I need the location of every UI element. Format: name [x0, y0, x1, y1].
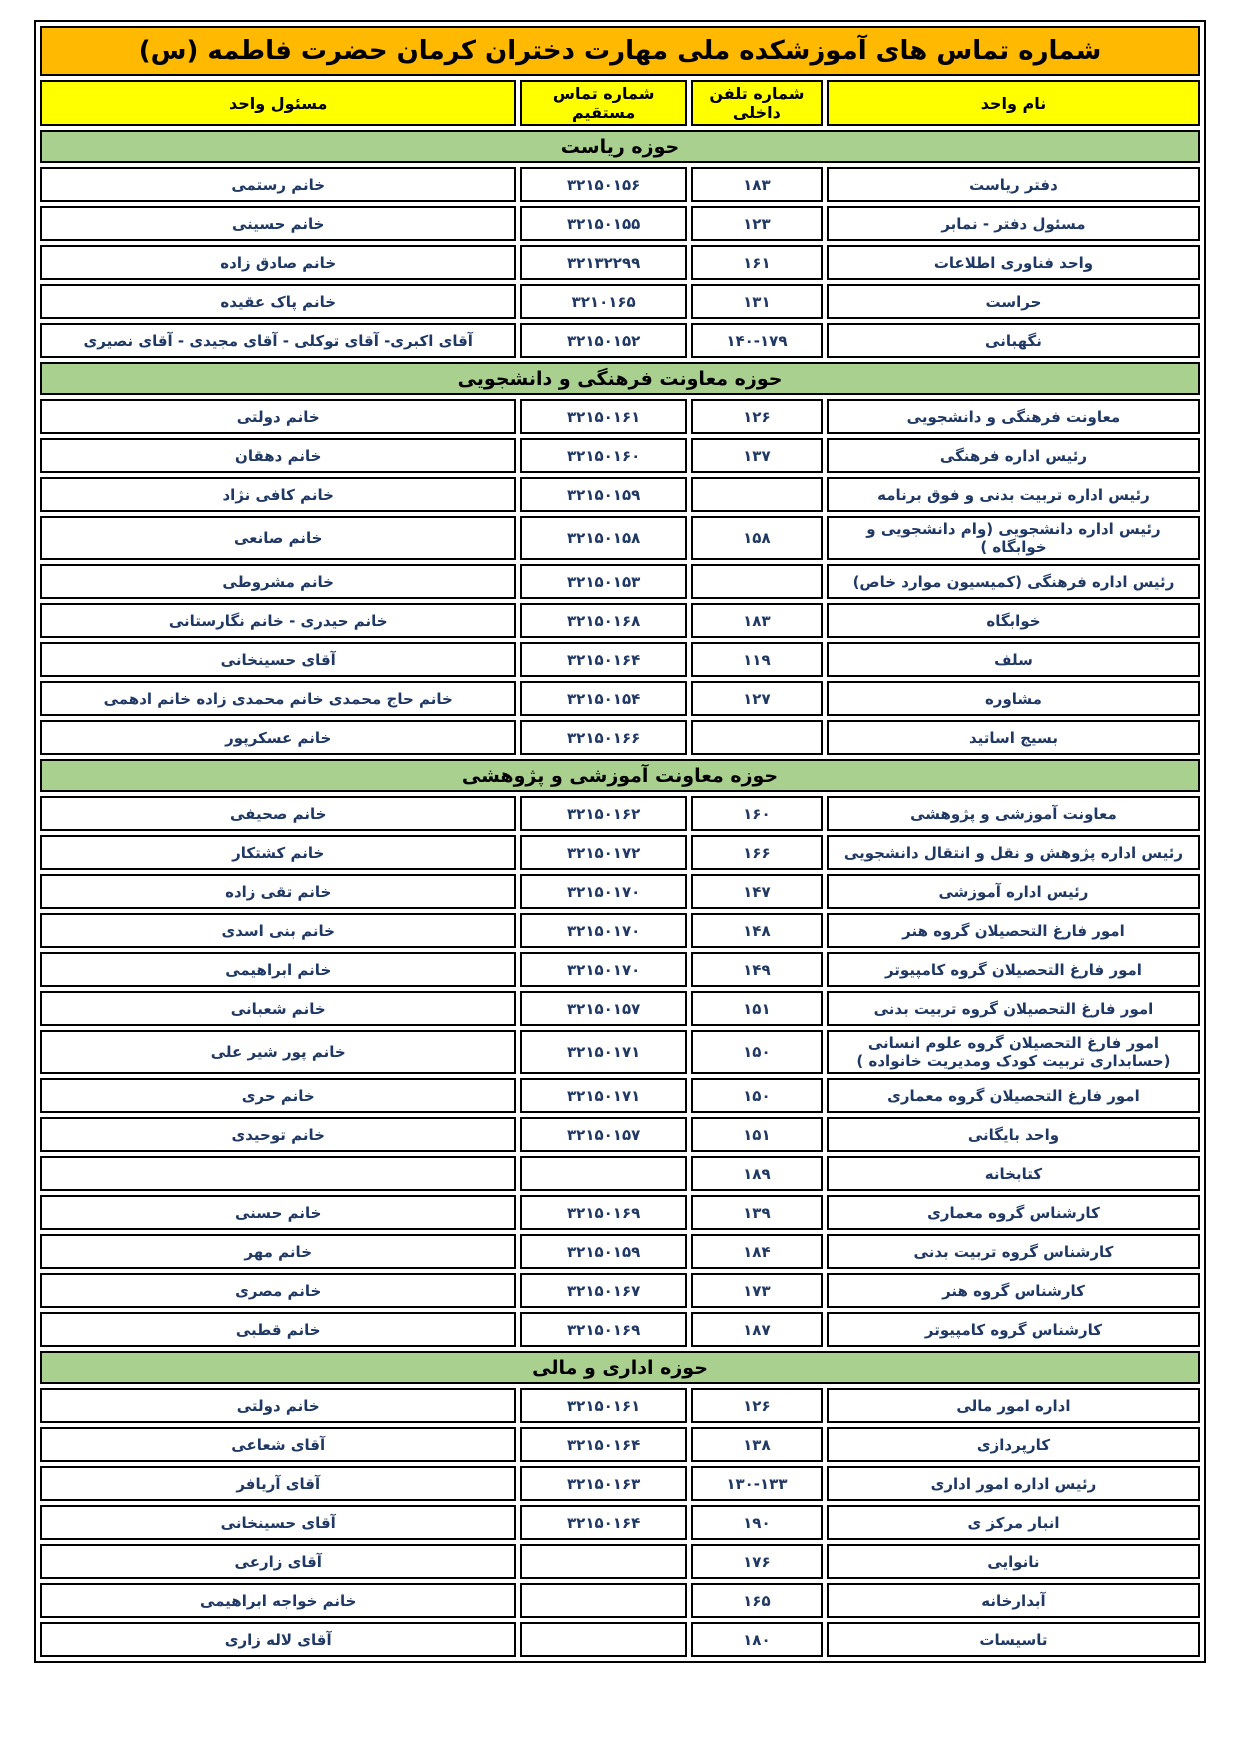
responsible-cell: خانم عسکرپور [40, 720, 516, 755]
direct-number-cell: ۳۲۱۵۰۱۶۱ [520, 1388, 686, 1423]
internal-number-cell: ۱۲۶ [691, 399, 823, 434]
unit-name-cell: امور فارغ التحصیلان گروه معماری [827, 1078, 1200, 1113]
internal-number-cell [691, 477, 823, 512]
responsible-cell: خانم مشروطی [40, 564, 516, 599]
direct-number-cell: ۳۲۱۵۰۱۷۲ [520, 835, 686, 870]
column-header-row [40, 80, 1200, 126]
direct-number-cell: ۳۲۱۵۰۱۶۴ [520, 1505, 686, 1540]
unit-name-cell: دفتر ریاست [827, 167, 1200, 202]
responsible-cell [40, 1156, 516, 1191]
unit-name-cell: آبدارخانه [827, 1583, 1200, 1618]
section-header: حوزه معاونت آموزشی و پژوهشی [40, 759, 1200, 792]
direct-number-cell: ۳۲۱۵۰۱۶۴ [520, 1427, 686, 1462]
unit-name-cell: امور فارغ التحصیلان گروه تربیت بدنی [827, 991, 1200, 1026]
responsible-cell: خانم مصری [40, 1273, 516, 1308]
direct-number-cell: ۳۲۱۵۰۱۵۶ [520, 167, 686, 202]
unit-name-cell: واحد بایگانی [827, 1117, 1200, 1152]
internal-number-cell: ۱۸۷ [691, 1312, 823, 1347]
responsible-cell: خانم رستمی [40, 167, 516, 202]
internal-number-cell: ۱۴۰-۱۷۹ [691, 323, 823, 358]
responsible-cell: خانم پور شیر علی [40, 1030, 516, 1074]
responsible-cell: خانم حاج محمدی خانم محمدی زاده خانم ادهمی [40, 681, 516, 716]
direct-number-cell: ۳۲۱۵۰۱۷۰ [520, 913, 686, 948]
table-row [40, 1234, 1200, 1269]
table-row [40, 642, 1200, 677]
unit-name-cell: رئیس اداره فرهنگی (کمیسیون موارد خاص) [827, 564, 1200, 599]
unit-name-cell: رئیس اداره پژوهش و نقل و انتقال دانشجویی [827, 835, 1200, 870]
title-row [40, 26, 1200, 76]
table-row [40, 477, 1200, 512]
unit-name-cell: مسئول دفتر - نمابر [827, 206, 1200, 241]
table-row [40, 1583, 1200, 1618]
responsible-cell: آقای لاله زاری [40, 1622, 516, 1657]
responsible-cell: خانم تقی زاده [40, 874, 516, 909]
table-row [40, 399, 1200, 434]
unit-name-cell: معاونت فرهنگی و دانشجویی [827, 399, 1200, 434]
unit-name-cell: سلف [827, 642, 1200, 677]
direct-number-cell: ۳۲۱۵۰۱۷۱ [520, 1078, 686, 1113]
table-row [40, 1156, 1200, 1191]
direct-number-cell: ۳۲۱۵۰۱۶۳ [520, 1466, 686, 1501]
responsible-cell: خانم قطبی [40, 1312, 516, 1347]
direct-number-cell: ۳۲۱۵۰۱۵۵ [520, 206, 686, 241]
responsible-cell: خانم کافی نژاد [40, 477, 516, 512]
direct-number-cell: ۳۲۱۵۰۱۵۳ [520, 564, 686, 599]
unit-name-cell: کارشناس گروه کامپیوتر [827, 1312, 1200, 1347]
unit-name-cell: نگهبانی [827, 323, 1200, 358]
internal-number-cell: ۱۴۸ [691, 913, 823, 948]
internal-number-cell: ۱۵۱ [691, 1117, 823, 1152]
internal-number-cell [691, 720, 823, 755]
direct-number-cell: ۳۲۱۵۰۱۶۰ [520, 438, 686, 473]
unit-name-cell: رئیس اداره امور اداری [827, 1466, 1200, 1501]
unit-name-cell: کتابخانه [827, 1156, 1200, 1191]
table-row [40, 835, 1200, 870]
responsible-cell: آقای شعاعی [40, 1427, 516, 1462]
table-row [40, 167, 1200, 202]
responsible-cell: خانم دهقان [40, 438, 516, 473]
internal-number-cell: ۱۶۶ [691, 835, 823, 870]
internal-number-cell: ۱۳۷ [691, 438, 823, 473]
section-header-row [40, 759, 1200, 792]
unit-name-cell: رئیس اداره تربیت بدنی و فوق برنامه [827, 477, 1200, 512]
responsible-cell: خانم توحیدی [40, 1117, 516, 1152]
phone-directory-table [34, 20, 1206, 1663]
internal-number-cell: ۱۵۸ [691, 516, 823, 560]
internal-number-cell: ۱۸۳ [691, 603, 823, 638]
direct-number-cell: ۳۲۱۵۰۱۶۷ [520, 1273, 686, 1308]
table-row [40, 1195, 1200, 1230]
responsible-cell: خانم صحیفی [40, 796, 516, 831]
table-row [40, 874, 1200, 909]
direct-number-cell [520, 1156, 686, 1191]
internal-number-cell: ۱۱۹ [691, 642, 823, 677]
responsible-cell: خانم مهر [40, 1234, 516, 1269]
direct-number-cell: ۳۲۱۵۰۱۵۹ [520, 1234, 686, 1269]
unit-name-cell: رئیس اداره دانشجویی (وام دانشجویی و خوابگاه ) [827, 516, 1200, 560]
direct-number-cell: ۳۲۱۵۰۱۵۴ [520, 681, 686, 716]
table-row [40, 1312, 1200, 1347]
unit-name-cell: امور فارغ التحصیلان گروه علوم انسانی (حسابداری تربیت کودک ومدیریت خانواده ) [827, 1030, 1200, 1074]
column-header-internal: شماره تلفن داخلی [691, 80, 823, 126]
table-row [40, 245, 1200, 280]
direct-number-cell: ۳۲۱۰۱۶۵ [520, 284, 686, 319]
responsible-cell: آقای آریافر [40, 1466, 516, 1501]
table-row [40, 206, 1200, 241]
table-row [40, 796, 1200, 831]
page-title: شماره تماس های آموزشکده ملی مهارت دختران کرمان حضرت فاطمه (س) [40, 26, 1200, 76]
responsible-cell: خانم صادق زاده [40, 245, 516, 280]
unit-name-cell: معاونت آموزشی و پژوهشی [827, 796, 1200, 831]
table-row [40, 1273, 1200, 1308]
table-row [40, 1505, 1200, 1540]
direct-number-cell: ۳۲۱۵۰۱۷۰ [520, 874, 686, 909]
unit-name-cell: تاسیسات [827, 1622, 1200, 1657]
table-row [40, 564, 1200, 599]
unit-name-cell: حراست [827, 284, 1200, 319]
section-header-row [40, 1351, 1200, 1384]
table-row [40, 1388, 1200, 1423]
direct-number-cell: ۳۲۱۵۰۱۶۱ [520, 399, 686, 434]
direct-number-cell: ۳۲۱۵۰۱۶۸ [520, 603, 686, 638]
direct-number-cell [520, 1544, 686, 1579]
unit-name-cell: انبار مرکز ی [827, 1505, 1200, 1540]
responsible-cell: خانم بنی اسدی [40, 913, 516, 948]
direct-number-cell: ۳۲۱۵۰۱۵۹ [520, 477, 686, 512]
unit-name-cell: مشاوره [827, 681, 1200, 716]
internal-number-cell: ۱۵۰ [691, 1030, 823, 1074]
column-header-unit: نام واحد [827, 80, 1200, 126]
table-row [40, 720, 1200, 755]
responsible-cell: آقای زارعی [40, 1544, 516, 1579]
responsible-cell: آقای حسینخانی [40, 1505, 516, 1540]
internal-number-cell: ۱۶۰ [691, 796, 823, 831]
table-row [40, 284, 1200, 319]
responsible-cell: خانم پاک عقیده [40, 284, 516, 319]
section-header-row [40, 130, 1200, 163]
direct-number-cell: ۳۲۱۵۰۱۶۹ [520, 1195, 686, 1230]
internal-number-cell: ۱۸۰ [691, 1622, 823, 1657]
responsible-cell: آقای حسینخانی [40, 642, 516, 677]
direct-number-cell: ۳۲۱۵۰۱۷۱ [520, 1030, 686, 1074]
table-row [40, 1622, 1200, 1657]
table-row [40, 1466, 1200, 1501]
internal-number-cell: ۱۴۷ [691, 874, 823, 909]
table-body [40, 130, 1200, 1657]
unit-name-cell: کارپردازی [827, 1427, 1200, 1462]
unit-name-cell: کارشناس گروه معماری [827, 1195, 1200, 1230]
internal-number-cell: ۱۵۰ [691, 1078, 823, 1113]
unit-name-cell: کارشناس گروه تربیت بدنی [827, 1234, 1200, 1269]
direct-number-cell [520, 1583, 686, 1618]
direct-number-cell: ۳۲۱۳۲۲۹۹ [520, 245, 686, 280]
unit-name-cell: کارشناس گروه هنر [827, 1273, 1200, 1308]
direct-number-cell [520, 1622, 686, 1657]
internal-number-cell: ۱۸۹ [691, 1156, 823, 1191]
section-header: حوزه معاونت فرهنگی و دانشجویی [40, 362, 1200, 395]
table-row [40, 323, 1200, 358]
direct-number-cell: ۳۲۱۵۰۱۶۹ [520, 1312, 686, 1347]
table-row [40, 1544, 1200, 1579]
unit-name-cell: رئیس اداره آموزشی [827, 874, 1200, 909]
internal-number-cell: ۱۶۵ [691, 1583, 823, 1618]
responsible-cell: خانم حسنی [40, 1195, 516, 1230]
internal-number-cell: ۱۲۷ [691, 681, 823, 716]
table-row [40, 1030, 1200, 1074]
internal-number-cell: ۱۷۶ [691, 1544, 823, 1579]
internal-number-cell: ۱۳۱ [691, 284, 823, 319]
table-row [40, 516, 1200, 560]
direct-number-cell: ۳۲۱۵۰۱۵۲ [520, 323, 686, 358]
table-row [40, 603, 1200, 638]
internal-number-cell [691, 564, 823, 599]
table-row [40, 681, 1200, 716]
unit-name-cell: اداره امور مالی [827, 1388, 1200, 1423]
internal-number-cell: ۱۴۹ [691, 952, 823, 987]
internal-number-cell: ۱۳۹ [691, 1195, 823, 1230]
table-row [40, 1117, 1200, 1152]
column-header-direct: شماره تماس مستقیم [520, 80, 686, 126]
table-row [40, 1078, 1200, 1113]
responsible-cell: خانم ابراهیمی [40, 952, 516, 987]
responsible-cell: خانم حری [40, 1078, 516, 1113]
direct-number-cell: ۳۲۱۵۰۱۵۷ [520, 991, 686, 1026]
unit-name-cell: رئیس اداره فرهنگی [827, 438, 1200, 473]
direct-number-cell: ۳۲۱۵۰۱۵۸ [520, 516, 686, 560]
table-row [40, 438, 1200, 473]
internal-number-cell: ۱۹۰ [691, 1505, 823, 1540]
direct-number-cell: ۳۲۱۵۰۱۶۶ [520, 720, 686, 755]
direct-number-cell: ۳۲۱۵۰۱۵۷ [520, 1117, 686, 1152]
responsible-cell: خانم دولتی [40, 399, 516, 434]
section-header-row [40, 362, 1200, 395]
internal-number-cell: ۱۸۳ [691, 167, 823, 202]
responsible-cell: خانم شعبانی [40, 991, 516, 1026]
responsible-cell: آقای اکبری- آقای توکلی - آقای مجیدی - آقای نصیری [40, 323, 516, 358]
responsible-cell: خانم صانعی [40, 516, 516, 560]
internal-number-cell: ۱۷۳ [691, 1273, 823, 1308]
direct-number-cell: ۳۲۱۵۰۱۶۲ [520, 796, 686, 831]
direct-number-cell: ۳۲۱۵۰۱۶۴ [520, 642, 686, 677]
table-row [40, 1427, 1200, 1462]
responsible-cell: خانم دولتی [40, 1388, 516, 1423]
direct-number-cell: ۳۲۱۵۰۱۷۰ [520, 952, 686, 987]
unit-name-cell: بسیج اساتید [827, 720, 1200, 755]
internal-number-cell: ۱۳۸ [691, 1427, 823, 1462]
column-header-responsible: مسئول واحد [40, 80, 516, 126]
responsible-cell: خانم حیدری - خانم نگارستانی [40, 603, 516, 638]
section-header: حوزه ریاست [40, 130, 1200, 163]
unit-name-cell: خوابگاه [827, 603, 1200, 638]
table-row [40, 991, 1200, 1026]
table-row [40, 952, 1200, 987]
internal-number-cell: ۱۳۰-۱۳۳ [691, 1466, 823, 1501]
unit-name-cell: امور فارغ التحصیلان گروه هنر [827, 913, 1200, 948]
responsible-cell: خانم حسینی [40, 206, 516, 241]
unit-name-cell: نانوایی [827, 1544, 1200, 1579]
section-header: حوزه اداری و مالی [40, 1351, 1200, 1384]
responsible-cell: خانم خواجه ابراهیمی [40, 1583, 516, 1618]
internal-number-cell: ۱۸۴ [691, 1234, 823, 1269]
internal-number-cell: ۱۶۱ [691, 245, 823, 280]
table-row [40, 913, 1200, 948]
internal-number-cell: ۱۵۱ [691, 991, 823, 1026]
unit-name-cell: واحد فناوری اطلاعات [827, 245, 1200, 280]
internal-number-cell: ۱۲۶ [691, 1388, 823, 1423]
responsible-cell: خانم کشتکار [40, 835, 516, 870]
unit-name-cell: امور فارغ التحصیلان گروه کامپیوتر [827, 952, 1200, 987]
internal-number-cell: ۱۲۳ [691, 206, 823, 241]
